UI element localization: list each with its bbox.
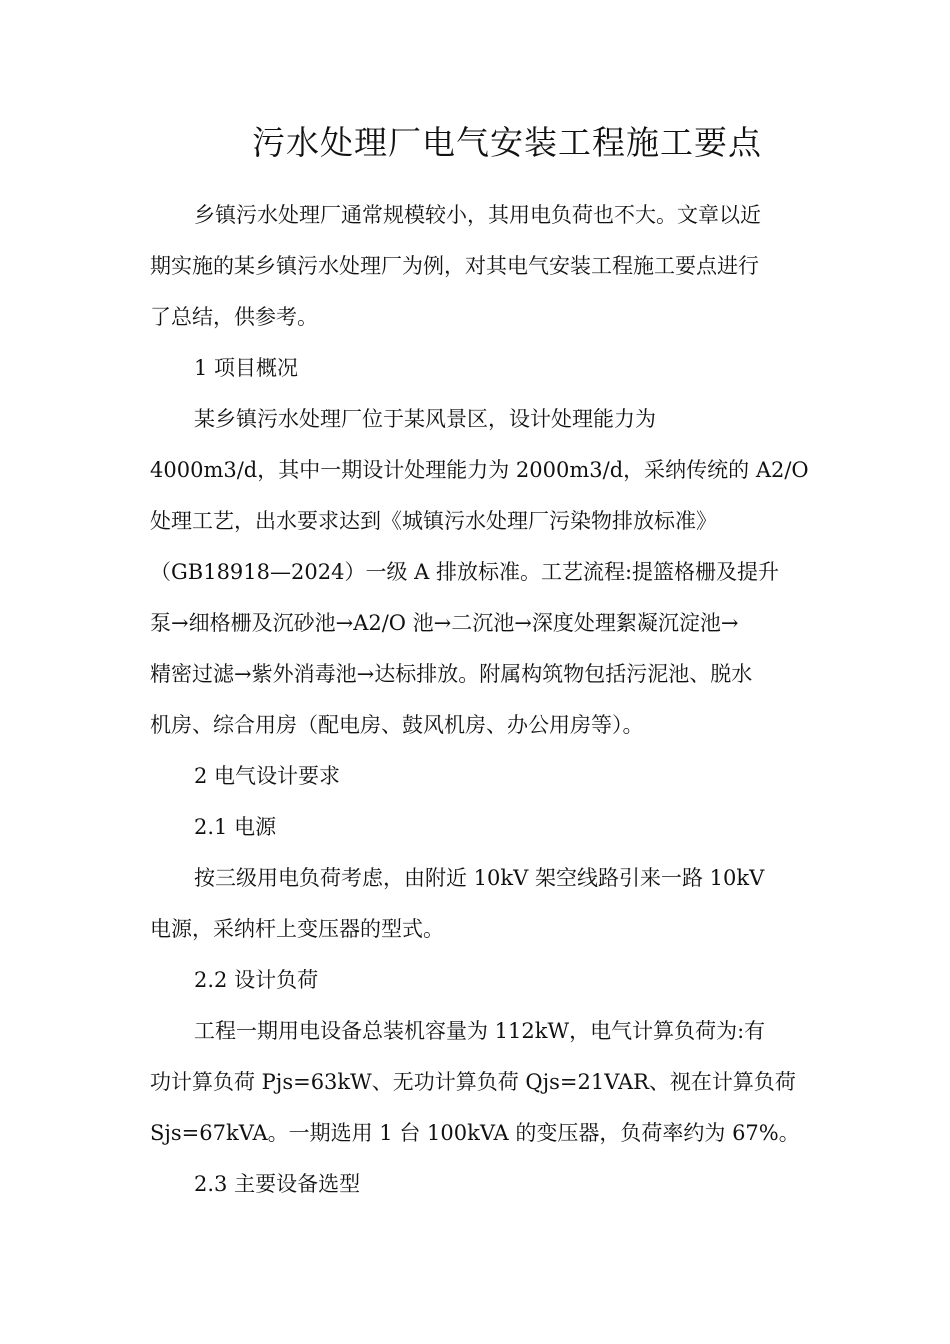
paragraph-intro-line-2: 期实施的某乡镇污水处理厂为例，对其电气安装工程施工要点进行 xyxy=(150,254,759,278)
paragraph-power-line-2: 电源，采纳杆上变压器的型式。 xyxy=(150,917,444,941)
paragraph-intro-line-1: 乡镇污水处理厂通常规模较小，其用电负荷也不大。文章以近 xyxy=(194,203,761,227)
section-heading-2: 2 电气设计要求 xyxy=(194,764,341,788)
paragraph-power-line-1: 按三级用电负荷考虑，由附近 10kV 架空线路引来一路 10kV xyxy=(194,866,765,890)
paragraph-overview-line-4: （GB18918—2024）一级 A 排放标准。工艺流程:提篮格栅及提升 xyxy=(150,560,780,584)
paragraph-overview-line-3: 处理工艺，出水要求达到《城镇污水处理厂污染物排放标准》 xyxy=(150,509,717,533)
subsection-heading-2-2: 2.2 设计负荷 xyxy=(194,968,319,992)
document-title: 污水处理厂电气安装工程施工要点 xyxy=(252,123,762,162)
subsection-heading-2-1: 2.1 电源 xyxy=(194,815,277,839)
subsection-heading-2-3: 2.3 主要设备选型 xyxy=(194,1172,361,1196)
section-heading-1: 1 项目概况 xyxy=(194,356,299,380)
paragraph-intro-line-3: 了总结，供参考。 xyxy=(150,305,318,329)
paragraph-overview-line-6: 精密过滤→紫外消毒池→达标排放。附属构筑物包括污泥池、脱水 xyxy=(150,662,753,686)
paragraph-overview-line-5: 泵→细格栅及沉砂池→A2/O 池→二沉池→深度处理絮凝沉淀池→ xyxy=(150,611,739,635)
paragraph-load-line-1: 工程一期用电设备总装机容量为 112kW，电气计算负荷为:有 xyxy=(194,1019,766,1043)
paragraph-overview-line-2: 4000m3/d，其中一期设计处理能力为 2000m3/d，采纳传统的 A2/O xyxy=(150,458,809,482)
paragraph-overview-line-1: 某乡镇污水处理厂位于某风景区，设计处理能力为 xyxy=(194,407,656,431)
paragraph-load-line-3: Sjs=67kVA。一期选用 1 台 100kVA 的变压器，负荷率约为 67%。 xyxy=(150,1121,800,1145)
paragraph-overview-line-7: 机房、综合用房（配电房、鼓风机房、办公用房等）。 xyxy=(150,713,644,737)
paragraph-load-line-2: 功计算负荷 Pjs=63kW、无功计算负荷 Qjs=21VAR、视在计算负荷 xyxy=(150,1070,796,1094)
